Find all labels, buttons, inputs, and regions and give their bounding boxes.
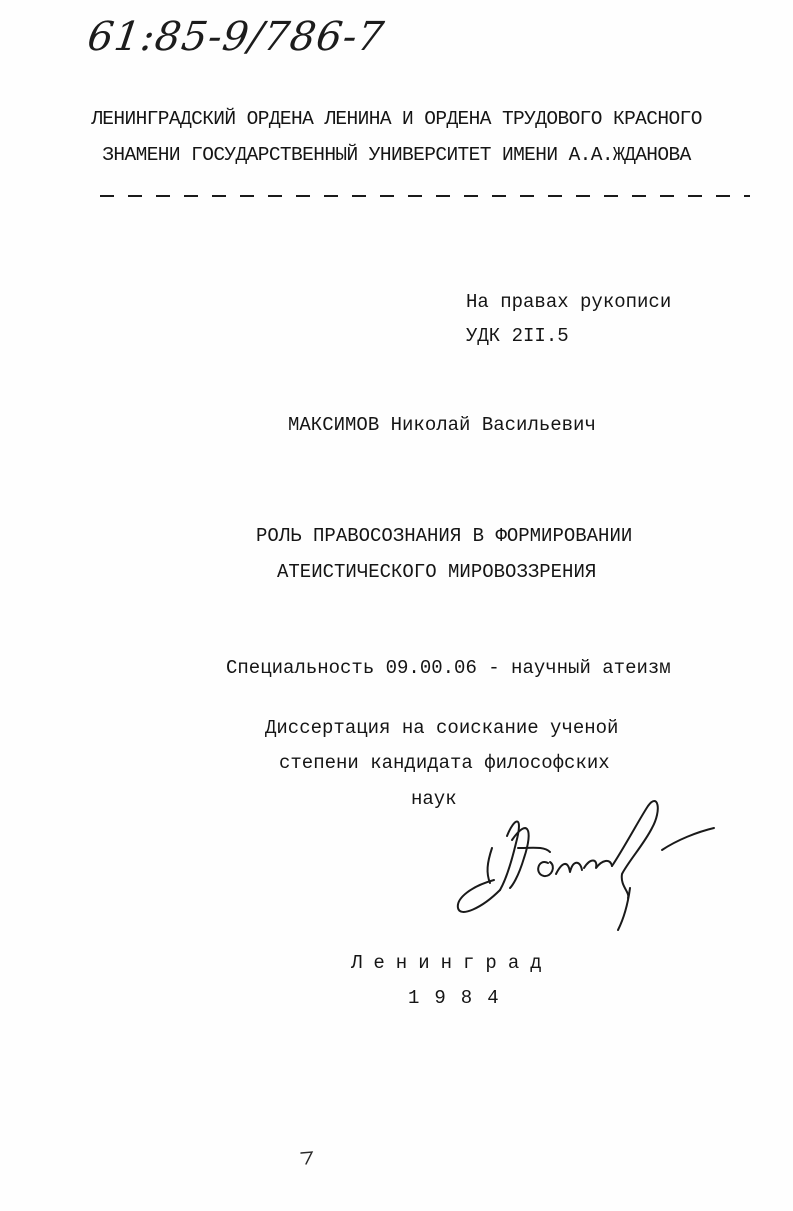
- dissertation-title-line-1: РОЛЬ ПРАВОСОЗНАНИЯ В ФОРМИРОВАНИИ: [256, 525, 633, 547]
- author-name: МАКСИМОВ Николай Васильевич: [288, 414, 596, 436]
- manuscript-rights: На правах рукописи: [466, 291, 672, 313]
- city: Ленинград: [351, 952, 553, 974]
- handwritten-page-mark: [298, 1150, 316, 1166]
- udk-code: УДК 2II.5: [466, 325, 569, 347]
- university-name-line-1: ЛЕНИНГРАДСКИЙ ОРДЕНА ЛЕНИНА И ОРДЕНА ТРУДОВОГО КРАСНОГО: [91, 108, 702, 130]
- dissertation-degree-line-3: наук: [411, 788, 457, 810]
- dissertation-degree-line-2: степени кандидата философских: [279, 752, 610, 774]
- dissertation-title-line-2: АТЕИСТИЧЕСКОГО МИРОВОЗЗРЕНИЯ: [277, 561, 597, 583]
- university-name-line-2: ЗНАМЕНИ ГОСУДАРСТВЕННЫЙ УНИВЕРСИТЕТ ИМЕНИ А.А.ЖДАНОВА: [102, 144, 691, 166]
- dashed-divider: [100, 195, 750, 197]
- dissertation-degree-line-1: Диссертация на соискание ученой: [265, 717, 619, 739]
- handwritten-archive-number: 61:85-9/786-7: [84, 14, 388, 60]
- year: 1984: [408, 987, 514, 1009]
- author-signature: [452, 788, 722, 933]
- specialty: Специальность 09.00.06 - научный атеизм: [226, 657, 671, 679]
